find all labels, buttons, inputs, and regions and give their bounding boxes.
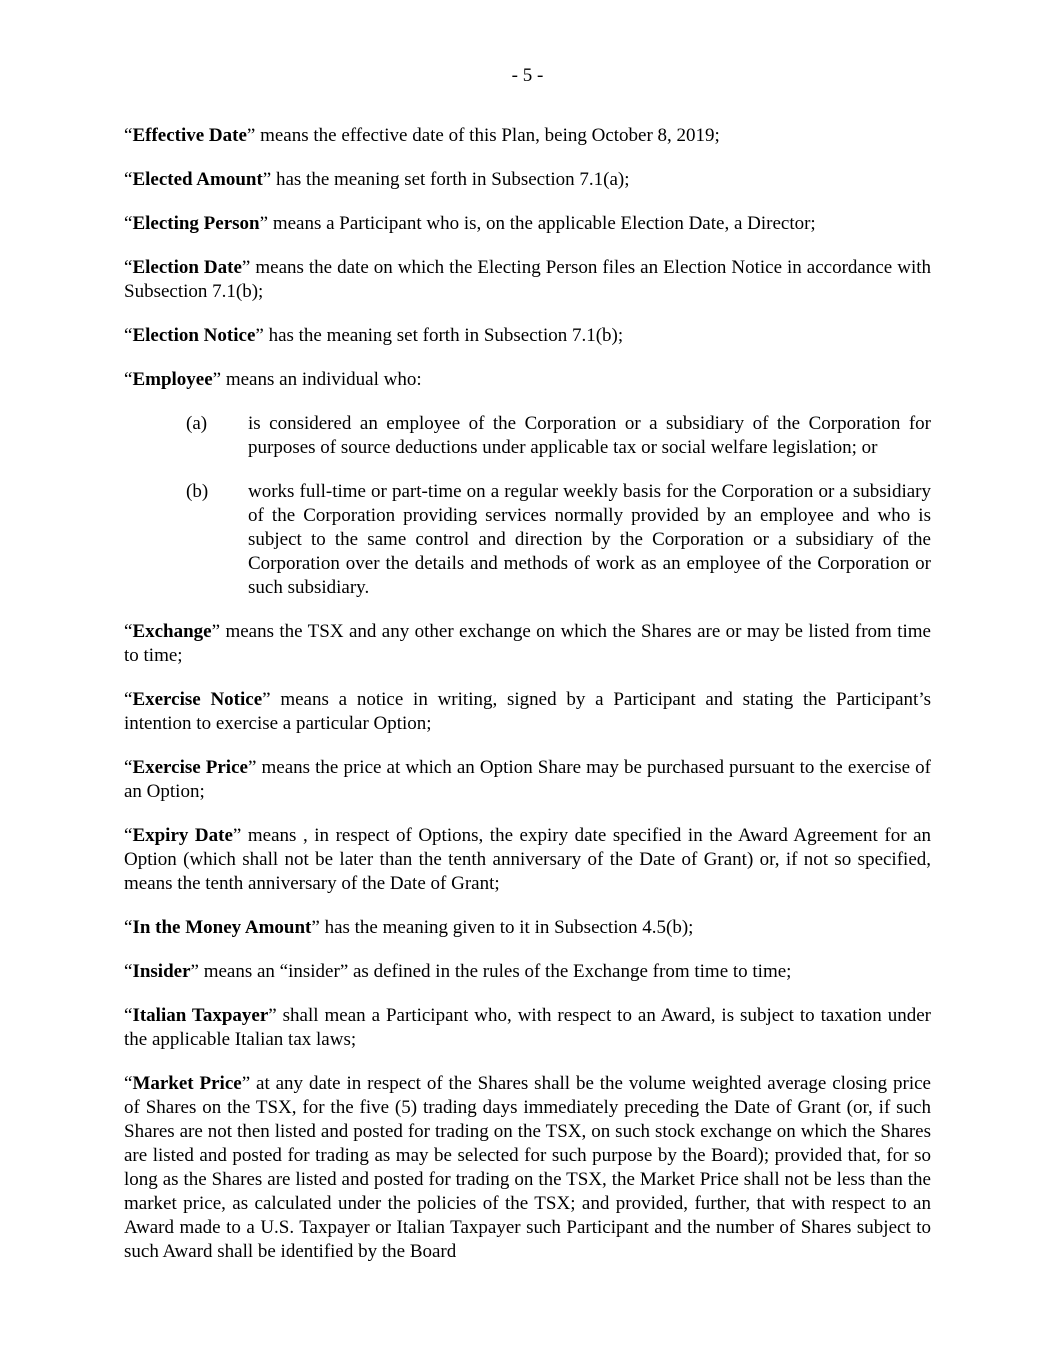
employee-item-a	[124, 412, 931, 460]
definition-term: Market Price	[132, 1073, 242, 1094]
definition-text: means an “insider” as defined in the rules of the Exchange from time to time;	[198, 961, 792, 982]
definition-insider: “Insider” means an “insider” as defined in the rules of the Exchange from time to time;	[124, 961, 792, 982]
definition-text: at any date in respect of the Shares shall be the volume weighted average closing price of Shares on the TSX, for the five (5) trading days immediately preceding the Date of Grant (or, if such Shares are not then listed and posted for trading on the TSX, on such stock exchange on which the Shares are listed and posted for trading as may be selected for such purpose by the Board); provided that, for so long as the Shares are listed and posted for trading on the TSX, the Market Price shall not be less than the market price, as calculated under the policies of the TSX; and provided, further, that with respect to an Award made to a U.S. Taxpayer or Italian Taxpayer such Participant and the number of Shares subject to such Award shall be identified by the Board	[124, 1073, 931, 1262]
definition-effective-date: “Effective Date” means the effective date of this Plan, being October 8, 2019;	[124, 125, 720, 146]
definition-term: Italian Taxpayer	[132, 1005, 269, 1026]
page-number: - 5 -	[511, 65, 544, 86]
item-label: (a)	[186, 413, 208, 434]
definition-term: Elected Amount	[132, 169, 263, 190]
definition-exercise-notice: “Exercise Notice” means a notice in writing, signed by a Participant and stating the Participant’s intention to exercise a particular Option;	[124, 689, 931, 734]
definition-text: means the effective date of this Plan, being October 8, 2019;	[255, 125, 720, 146]
definition-text: shall mean a Participant who, with respect to an Award, is subject to taxation under the applicable Italian tax laws;	[124, 1005, 931, 1050]
definition-term: Electing Person	[132, 213, 260, 234]
definition-electing-person: “Electing Person” means a Participant who is, on the applicable Election Date, a Director;	[124, 213, 816, 234]
definition-term: Insider	[132, 961, 191, 982]
definition-election-date: “Election Date” means the date on which the Electing Person files an Election Notice in accordance with Subsection 7.1(b);	[124, 257, 931, 302]
employee-item-b	[124, 480, 931, 600]
definition-in-the-money-amount: “In the Money Amount” has the meaning given to it in Subsection 4.5(b);	[124, 917, 694, 938]
definition-text: means a Participant who is, on the applicable Election Date, a Director;	[268, 213, 816, 234]
definition-text: has the meaning set forth in Subsection 7.1(a);	[271, 169, 630, 190]
definition-exchange: “Exchange” means the TSX and any other exchange on which the Shares are or may be listed from time to time;	[124, 621, 931, 666]
definition-term: Effective Date	[132, 125, 247, 146]
definition-elected-amount: “Elected Amount” has the meaning set forth in Subsection 7.1(a);	[124, 169, 630, 190]
item-label: (b)	[186, 481, 209, 502]
definition-term: In the Money Amount	[132, 917, 312, 938]
definition-expiry-date: “Expiry Date” means , in respect of Options, the expiry date specified in the Award Agreement for an Option (which shall not be later than the tenth anniversary of the Date of Grant) or, if not so specified, means the tenth anniversary of the Date of Grant;	[124, 825, 932, 894]
definition-term: Election Date	[132, 257, 242, 278]
definition-text: means , in respect of Options, the expiry date specified in the Award Agreement for an Option (which shall not be later than the tenth anniversary of the Date of Grant) or, if not so specified, means the tenth anniversary of the Date of Grant;	[124, 825, 932, 894]
definition-employee: “Employee” means an individual who:	[124, 369, 422, 390]
definition-text: means the price at which an Option Share may be purchased pursuant to the exercise of an Option;	[124, 757, 931, 802]
definition-text: has the meaning set forth in Subsection 7.1(b);	[263, 325, 624, 346]
definition-italian-taxpayer: “Italian Taxpayer” shall mean a Participant who, with respect to an Award, is subject to taxation under the applicable Italian tax laws;	[124, 1005, 931, 1050]
definition-text: means the TSX and any other exchange on which the Shares are or may be listed from time to time;	[124, 621, 931, 666]
item-text: works full-time or part-time on a regular weekly basis for the Corporation or a subsidiary of the Corporation providing services normally provided by an employee and who is subject to the same control and direction by the Corporation or a subsidiary of the Corporation over the details and methods of work as an employee of the Corporation or such subsidiary.	[248, 481, 931, 598]
definition-election-notice: “Election Notice” has the meaning set forth in Subsection 7.1(b);	[124, 325, 624, 346]
definition-exercise-price: “Exercise Price” means the price at which an Option Share may be purchased pursuant to the exercise of an Option;	[124, 757, 931, 802]
definition-text: means the date on which the Electing Person files an Election Notice in accordance with Subsection 7.1(b);	[124, 257, 931, 302]
document-body	[124, 124, 931, 1284]
item-text: is considered an employee of the Corporation or a subsidiary of the Corporation for purposes of source deductions under applicable tax or social welfare legislation; or	[248, 413, 931, 458]
definition-text: means an individual who:	[221, 369, 422, 390]
definition-text: means a notice in writing, signed by a Participant and stating the Participant’s intention to exercise a particular Option;	[124, 689, 931, 734]
definition-term: Exchange	[132, 621, 212, 642]
definition-term: Election Notice	[132, 325, 256, 346]
definition-text: has the meaning given to it in Subsection 4.5(b);	[319, 917, 694, 938]
employee-sublist	[124, 412, 931, 600]
definition-market-price: “Market Price” at any date in respect of the Shares shall be the volume weighted average closing price of Shares on the TSX, for the five (5) trading days immediately preceding the Date of Grant (or, if such Shares are not then listed and posted for trading on the TSX, on such stock exchange on which the Shares are listed and posted for trading as may be selected for such purpose by the Board); provided that, for so long as the Shares are listed and posted for trading on the TSX, the Market Price shall not be less than the market price, as calculated under the policies of the TSX; and provided, further, that with respect to an Award made to a U.S. Taxpayer or Italian Taxpayer such Participant and the number of Shares subject to such Award shall be identified by the Board	[124, 1073, 931, 1262]
definition-term: Exercise Notice	[132, 689, 263, 710]
definition-term: Exercise Price	[132, 757, 248, 778]
definition-term: Expiry Date	[132, 825, 233, 846]
definition-term: Employee	[132, 369, 213, 390]
